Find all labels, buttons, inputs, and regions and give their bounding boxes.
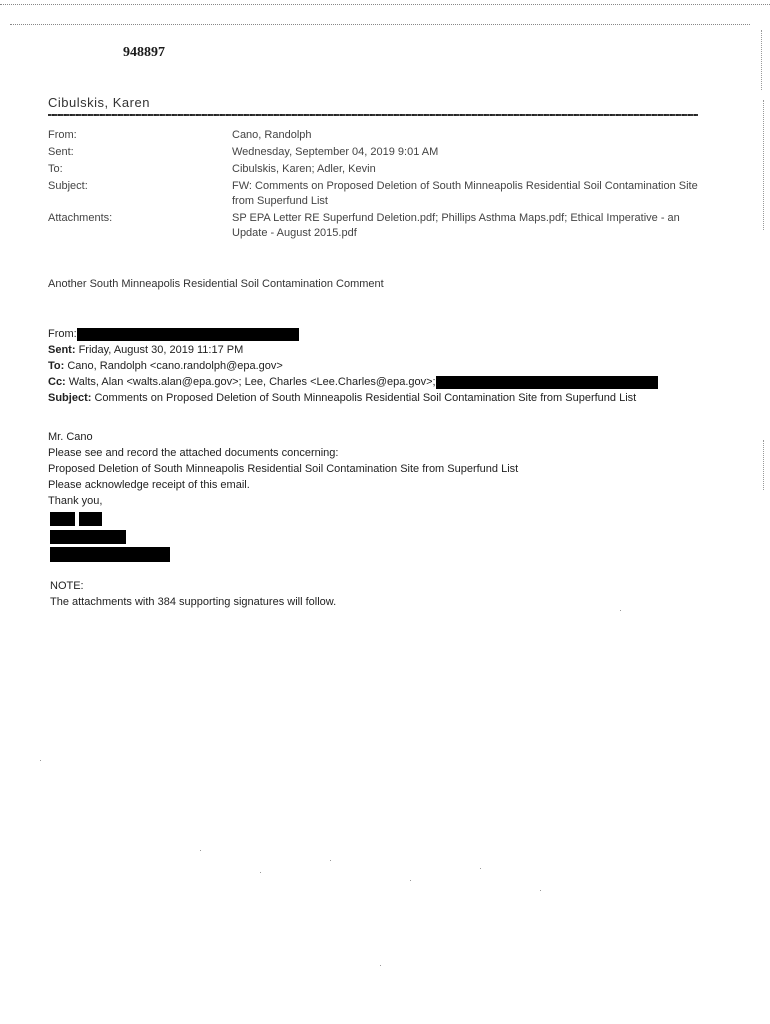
scan-right-edge (763, 440, 766, 490)
scan-speck (330, 860, 331, 861)
header-sent-label: Sent: (48, 146, 74, 158)
scan-speck (380, 965, 381, 966)
signature-line (50, 510, 170, 525)
forwarded-cc-value: Walts, Alan <walts.alan@epa.gov>; Lee, Charles <Lee.Charles@epa.gov>; (68, 376, 436, 388)
body-line: Proposed Deletion of South Minneapolis Residential Soil Contamination Site from Superfund List (48, 463, 519, 475)
redaction-block (50, 530, 126, 544)
scan-speck (200, 850, 201, 851)
redaction-block (436, 376, 658, 389)
forwarded-to-label: To: (48, 360, 65, 372)
scan-top-line (0, 4, 770, 5)
header-subject-label: Subject: (48, 180, 88, 192)
intro-text: Another South Minneapolis Residential Soil Contamination Comment (48, 278, 384, 290)
forwarded-from-row (48, 326, 748, 342)
scan-speck (410, 880, 411, 881)
body-greeting: Mr. Cano (48, 431, 93, 443)
note-block (50, 578, 336, 610)
redaction-block (50, 512, 75, 526)
header-attachments-value: SP EPA Letter RE Superfund Deletion.pdf; Phillips Asthma Maps.pdf; Ethical Imperative - an Update - August 2015.pdf (232, 212, 680, 239)
forwarded-to-row (48, 358, 748, 374)
forwarded-subject-label: Subject: (48, 392, 92, 404)
redaction-block (77, 328, 299, 341)
signature-line (50, 546, 170, 561)
scan-speck (260, 872, 261, 873)
forwarded-cc-row (48, 374, 748, 390)
forwarded-sent-value: Friday, August 30, 2019 11:17 PM (78, 344, 244, 356)
forwarded-sent-row (48, 342, 748, 358)
document-number: 948897 (123, 45, 165, 60)
header-from-label: From: (48, 129, 77, 141)
header-to-value: Cibulskis, Karen; Adler, Kevin (232, 163, 376, 175)
note-label: NOTE: (50, 580, 84, 592)
owner-divider (48, 114, 698, 116)
header-attachments-label: Attachments: (48, 212, 113, 224)
forwarded-from-label: From: (48, 328, 77, 340)
forwarded-sent-label: Sent: (48, 344, 76, 356)
scan-speck (480, 868, 481, 869)
scan-speck (620, 610, 621, 611)
note-text: The attachments with 384 supporting signatures will follow. (50, 596, 337, 608)
forwarded-subject-value: Comments on Proposed Deletion of South Minneapolis Residential Soil Contamination Site from Superfund List (94, 392, 637, 404)
redaction-block (50, 547, 170, 562)
scan-speck (40, 760, 41, 761)
body-line: Please see and record the attached documents concerning: (48, 447, 339, 459)
header-from-value: Cano, Randolph (232, 129, 312, 141)
scan-speck (540, 890, 541, 891)
signature-redactions (50, 510, 170, 561)
signature-line (50, 528, 170, 543)
header-sent-row (48, 145, 698, 160)
header-to-label: To: (48, 163, 63, 175)
email-body (48, 429, 748, 509)
body-line: Please acknowledge receipt of this email. (48, 479, 250, 491)
forwarded-header (48, 326, 748, 406)
header-from-row (48, 128, 698, 143)
scan-right-edge (761, 30, 764, 90)
header-attachments-row (48, 211, 698, 241)
forwarded-cc-label: Cc: (48, 376, 66, 388)
forwarded-to-value: Cano, Randolph <cano.randolph@epa.gov> (67, 360, 283, 372)
scan-right-edge (763, 100, 766, 230)
redaction-block (79, 512, 102, 526)
header-subject-row (48, 179, 698, 209)
email-header (48, 128, 698, 243)
body-closing: Thank you, (48, 495, 103, 507)
mailbox-owner: Cibulskis, Karen (48, 95, 150, 110)
header-subject-value: FW: Comments on Proposed Deletion of South Minneapolis Residential Soil Contamination Site from Superfund List (232, 180, 698, 207)
forwarded-subject-row (48, 390, 748, 406)
header-to-row (48, 162, 698, 177)
header-sent-value: Wednesday, September 04, 2019 9:01 AM (232, 146, 439, 158)
scan-second-line (10, 24, 750, 25)
